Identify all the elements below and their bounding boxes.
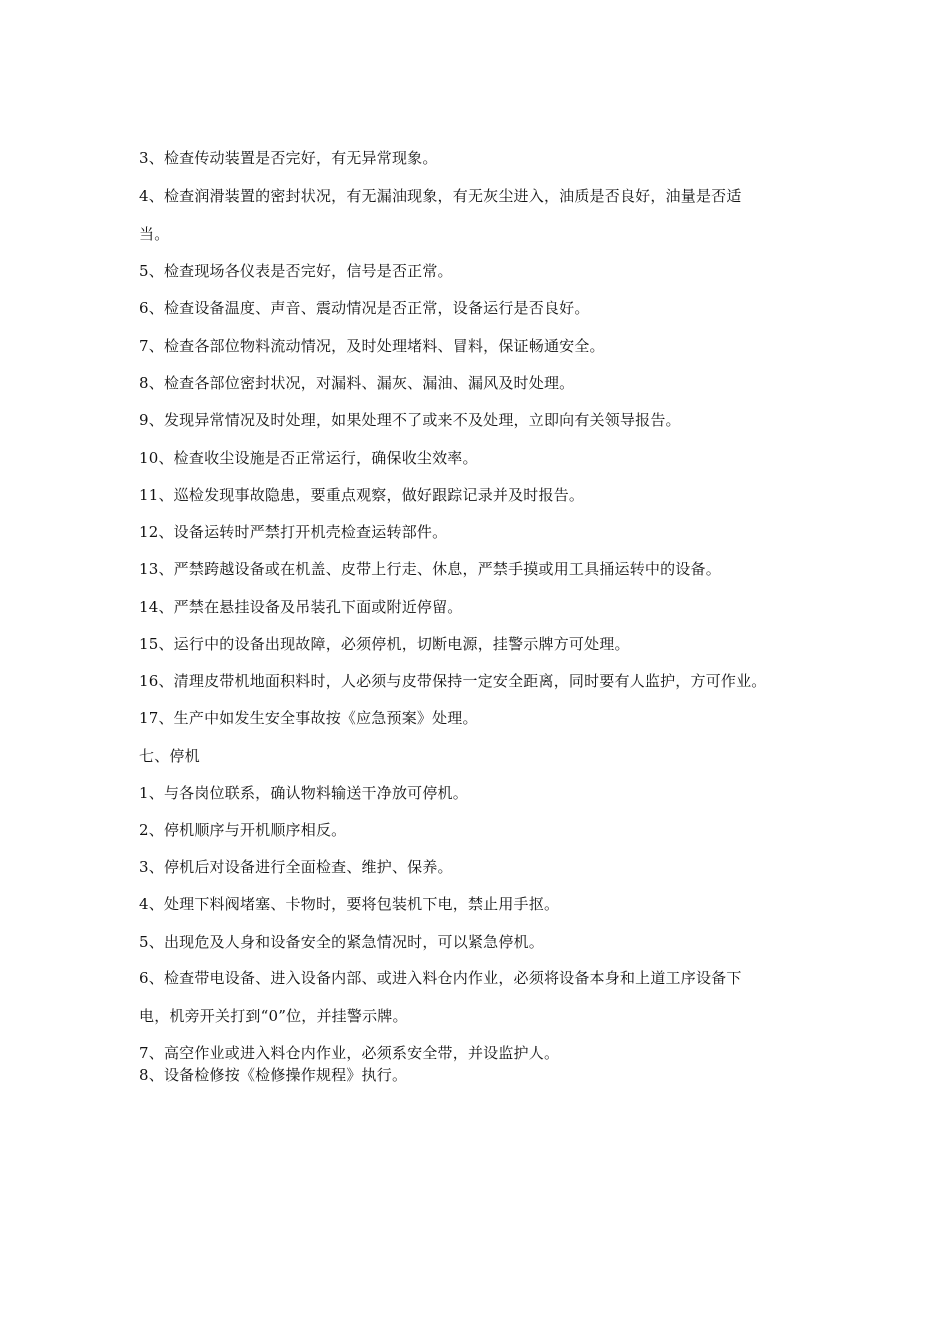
text-line: 3、停机后对设备进行全面检查、维护、保养。: [139, 858, 453, 876]
text-line: 16、清理皮带机地面积料时，人必须与皮带保持一定安全距离，同时要有人监护，方可作业。: [139, 672, 767, 690]
text-line: 17、生产中如发生安全事故按《应急预案》处理。: [139, 709, 478, 727]
text-line: 4、检查润滑装置的密封状况，有无漏油现象，有无灰尘进入，油质是否良好，油量是否适: [139, 187, 742, 205]
text-line: 9、发现异常情况及时处理，如果处理不了或来不及处理，立即向有关领导报告。: [139, 411, 681, 429]
text-line: 当。: [139, 225, 170, 243]
text-line: 10、检查收尘设施是否正常运行，确保收尘效率。: [139, 449, 478, 467]
text-line: 7、检查各部位物料流动情况，及时处理堵料、冒料，保证畅通安全。: [139, 337, 605, 355]
text-line: 14、严禁在悬挂设备及吊装孔下面或附近停留。: [139, 598, 463, 616]
text-line: 7、高空作业或进入料仓内作业，必须系安全带，并设监护人。: [139, 1044, 560, 1062]
text-line: 2、停机顺序与开机顺序相反。: [139, 821, 347, 839]
text-line: 电，机旁开关打到“0”位，并挂警示牌。: [139, 1007, 408, 1025]
text-line: 11、巡检发现事故隐患，要重点观察，做好跟踪记录并及时报告。: [139, 486, 585, 504]
text-line: 6、检查设备温度、声音、震动情况是否正常，设备运行是否良好。: [139, 299, 590, 317]
text-line: 4、处理下料阀堵塞、卡物时，要将包装机下电，禁止用手抠。: [139, 895, 560, 913]
text-line: 12、设备运转时严禁打开机壳检查运转部件。: [139, 523, 448, 541]
text-line: 8、设备检修按《检修操作规程》执行。: [139, 1066, 408, 1084]
text-line: 1、与各岗位联系，确认物料输送干净放可停机。: [139, 784, 468, 802]
text-line: 6、检查带电设备、进入设备内部、或进入料仓内作业，必须将设备本身和上道工序设备下: [139, 969, 742, 987]
text-line: 15、运行中的设备出现故障，必须停机，切断电源，挂警示牌方可处理。: [139, 635, 630, 653]
text-line: 13、严禁跨越设备或在机盖、皮带上行走、休息，严禁手摸或用工具捅运转中的设备。: [139, 560, 721, 578]
text-line: 3、检查传动装置是否完好，有无异常现象。: [139, 149, 438, 167]
text-line: 8、检查各部位密封状况，对漏料、漏灰、漏油、漏风及时处理。: [139, 374, 575, 392]
text-line: 5、检查现场各仪表是否完好，信号是否正常。: [139, 262, 453, 280]
section-heading: 七、停机: [139, 747, 200, 765]
text-line: 5、出现危及人身和设备安全的紧急情况时，可以紧急停机。: [139, 933, 544, 951]
